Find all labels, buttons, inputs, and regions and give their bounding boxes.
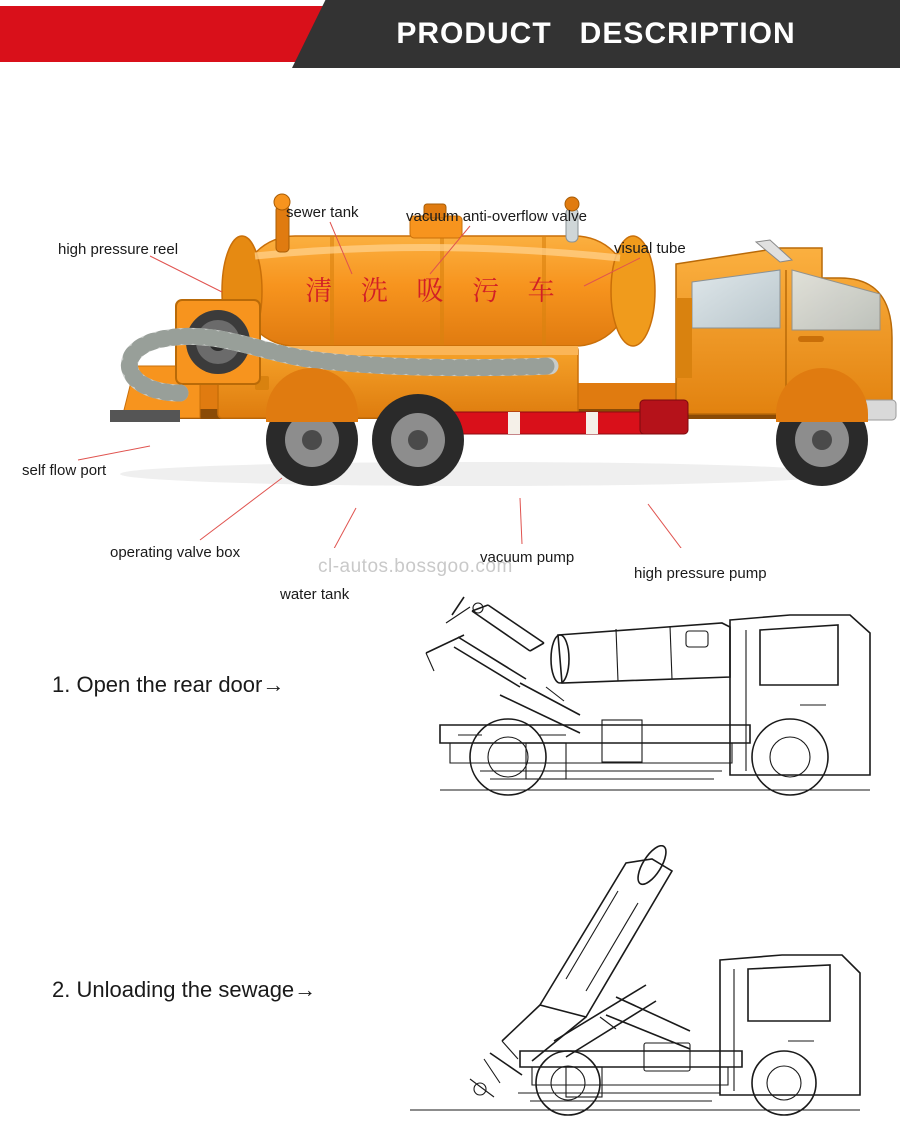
header-banner (0, 0, 900, 68)
callout-visual-tube: visual tube (614, 240, 686, 257)
step-1-line-drawing (330, 575, 890, 820)
page-title: PRODUCT DESCRIPTION (396, 17, 796, 50)
callout-high-pressure-pump: high pressure pump (634, 565, 767, 582)
step-2-line-drawing (390, 845, 890, 1130)
callout-high-pressure-reel: high pressure reel (58, 241, 179, 258)
step-1-label: 1. Open the rear door→ (52, 672, 285, 697)
callout-vacuum-anti-overflow-valve: vacuum anti-overflow valve (406, 208, 587, 225)
site-watermark: cl-autos.bossgoo.com (318, 556, 513, 577)
step-2-svg (390, 845, 890, 1130)
callout-sewer-tank: sewer tank (286, 204, 359, 221)
step-1-svg (330, 575, 890, 820)
step-2-label: 2. Unloading the sewage→ (52, 977, 317, 1002)
callout-vacuum-pump: vacuum pump (480, 549, 575, 566)
callout-leader-lines (0, 78, 900, 548)
callout-self-flow-port: self flow port (22, 462, 107, 479)
callout-water-tank: water tank (280, 586, 350, 603)
tank-chinese-text: 清 洗 吸 污 车 (305, 276, 565, 307)
callout-operating-valve-box: operating valve box (110, 544, 241, 561)
